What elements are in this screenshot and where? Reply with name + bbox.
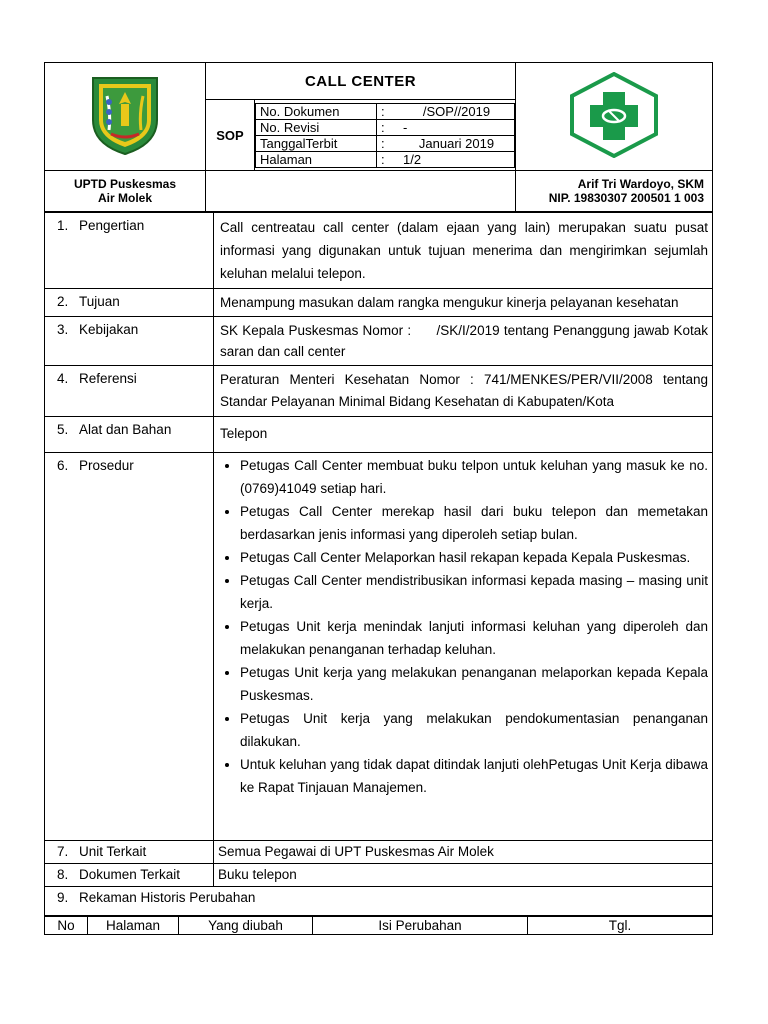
- section-label: [45, 417, 214, 453]
- meta-cell: [255, 100, 516, 171]
- signer-name: Arif Tri Wardoyo, SKM: [577, 177, 704, 191]
- section-label: [45, 317, 214, 366]
- procedure-step: • Petugas Call Center mendistribusikan informasi kepada masing – masing unit kerja.: [240, 569, 708, 615]
- section-number: 4.: [57, 371, 69, 386]
- section-text: Buku telepon: [214, 864, 713, 887]
- history-col-halaman: Halaman: [88, 917, 179, 935]
- prosedur-steps: [214, 453, 713, 841]
- section-row: [45, 289, 713, 317]
- sop-label: SOP: [206, 100, 255, 171]
- signer-cell: [516, 171, 713, 212]
- section-number: 7.: [57, 844, 69, 859]
- content-table: [44, 212, 713, 916]
- section-label: [45, 213, 214, 289]
- meta-sep: :: [377, 119, 400, 135]
- section-title: Unit Terkait: [79, 844, 147, 859]
- section-number: 9.: [57, 890, 69, 905]
- regional-emblem-icon: [87, 74, 163, 156]
- section-title: Rekaman Historis Perubahan: [79, 890, 256, 905]
- procedure-step: • Petugas Call Center membuat buku telpon untuk keluhan yang masuk ke no. (0769)41049 setiap hari.: [240, 454, 708, 500]
- meta-label: Halaman: [256, 151, 377, 167]
- section-label: [45, 366, 214, 417]
- meta-value: 1/2: [399, 151, 515, 167]
- section-text: Semua Pegawai di UPT Puskesmas Air Molek: [214, 841, 713, 864]
- history-col-tgl: Tgl.: [528, 917, 713, 935]
- section-row: [45, 864, 713, 887]
- procedure-step: • Petugas Call Center Melaporkan hasil rekapan kepada Kepala Puskesmas.: [240, 546, 708, 569]
- meta-sep: :: [377, 151, 400, 167]
- procedure-step: • Petugas Unit kerja yang melakukan penanganan melaporkan kepada Kepala Puskesmas.: [240, 661, 708, 707]
- section-label: [45, 841, 214, 864]
- meta-label: No. Revisi: [256, 119, 377, 135]
- section-row: [45, 887, 713, 916]
- left-logo-cell: [45, 63, 206, 171]
- meta-sep: :: [377, 103, 400, 119]
- section-text: SK Kepala Puskesmas Nomor : /SK/I/2019 tentang Penanggung jawab Kotak saran dan call center: [214, 317, 713, 366]
- signer-nip: NIP. 19830307 200501 1 003: [548, 191, 704, 205]
- org-name: UPTD Puskesmas Air Molek: [45, 171, 206, 212]
- section-number: 8.: [57, 867, 69, 882]
- section-row: [45, 213, 713, 289]
- procedure-step: • Petugas Unit kerja yang melakukan pendokumentasian penanganan dilakukan.: [240, 707, 708, 753]
- section-number: 1.: [57, 218, 69, 233]
- section-label: [45, 864, 214, 887]
- header-table: [44, 62, 713, 212]
- procedure-step: • Untuk keluhan yang tidak dapat ditindak lanjuti olehPetugas Unit Kerja dibawa ke Rapat Tinjauan Manajemen.: [240, 753, 708, 799]
- section-number: 3.: [57, 322, 69, 337]
- right-logo-cell: [516, 63, 713, 171]
- section-text: Call centreatau call center (dalam ejaan yang lain) merupakan suatu pusat informasi yang digunakan untuk tujuan menerima dan mengirimkan sejumlah keluhan melalui telepon.: [214, 213, 713, 289]
- procedure-step: • Petugas Call Center merekap hasil dari buku telepon dan memetakan berdasarkan jenis informasi yang diperoleh setiap bulan.: [240, 500, 708, 546]
- document-title: CALL CENTER: [206, 63, 516, 100]
- section-number: 2.: [57, 294, 69, 309]
- section-text: Menampung masukan dalam rangka mengukur kinerja pelayanan kesehatan: [214, 289, 713, 317]
- section-row: [45, 317, 713, 366]
- section-text: Peraturan Menteri Kesehatan Nomor : 741/MENKES/PER/VII/2008 tentang Standar Pelayanan Minimal Bidang Kesehatan di Kabupaten/Kota: [214, 366, 713, 417]
- section-label: [45, 453, 214, 841]
- history-col-no: No: [45, 917, 88, 935]
- section-row: [45, 366, 713, 417]
- section-label: [45, 289, 214, 317]
- meta-label: TanggalTerbit: [256, 135, 377, 151]
- section-title: Pengertian: [79, 218, 145, 233]
- section-title: Alat dan Bahan: [79, 422, 172, 437]
- history-col-yang-diubah: Yang diubah: [179, 917, 313, 935]
- history-col-isi-perubahan: Isi Perubahan: [313, 917, 528, 935]
- section-text: Telepon: [214, 417, 713, 453]
- section-title: Referensi: [79, 371, 137, 386]
- section-number: 6.: [57, 458, 69, 473]
- sop-document: [44, 62, 713, 935]
- meta-value: /SOP//2019: [399, 103, 515, 119]
- puskesmas-cross-icon: [568, 72, 660, 158]
- section-title: Dokumen Terkait: [79, 867, 181, 882]
- section-number: 5.: [57, 422, 69, 437]
- meta-value: Januari 2019: [399, 135, 515, 151]
- meta-sep: :: [377, 135, 400, 151]
- meta-value: -: [399, 119, 515, 135]
- section-row: [45, 841, 713, 864]
- section-title: Tujuan: [79, 294, 120, 309]
- prosedur-row: [45, 453, 713, 841]
- blank-cell: [206, 171, 516, 212]
- section-title: Kebijakan: [79, 322, 139, 337]
- history-table: [44, 916, 713, 935]
- meta-label: No. Dokumen: [256, 103, 377, 119]
- meta-table: [255, 103, 515, 168]
- procedure-step: • Petugas Unit kerja menindak lanjuti informasi keluhan yang diperoleh dan melakukan penanganan terhadap keluhan.: [240, 615, 708, 661]
- section-row: [45, 417, 713, 453]
- procedure-list: [220, 454, 708, 799]
- section-title: Prosedur: [79, 458, 134, 473]
- rekaman-label: [45, 887, 713, 916]
